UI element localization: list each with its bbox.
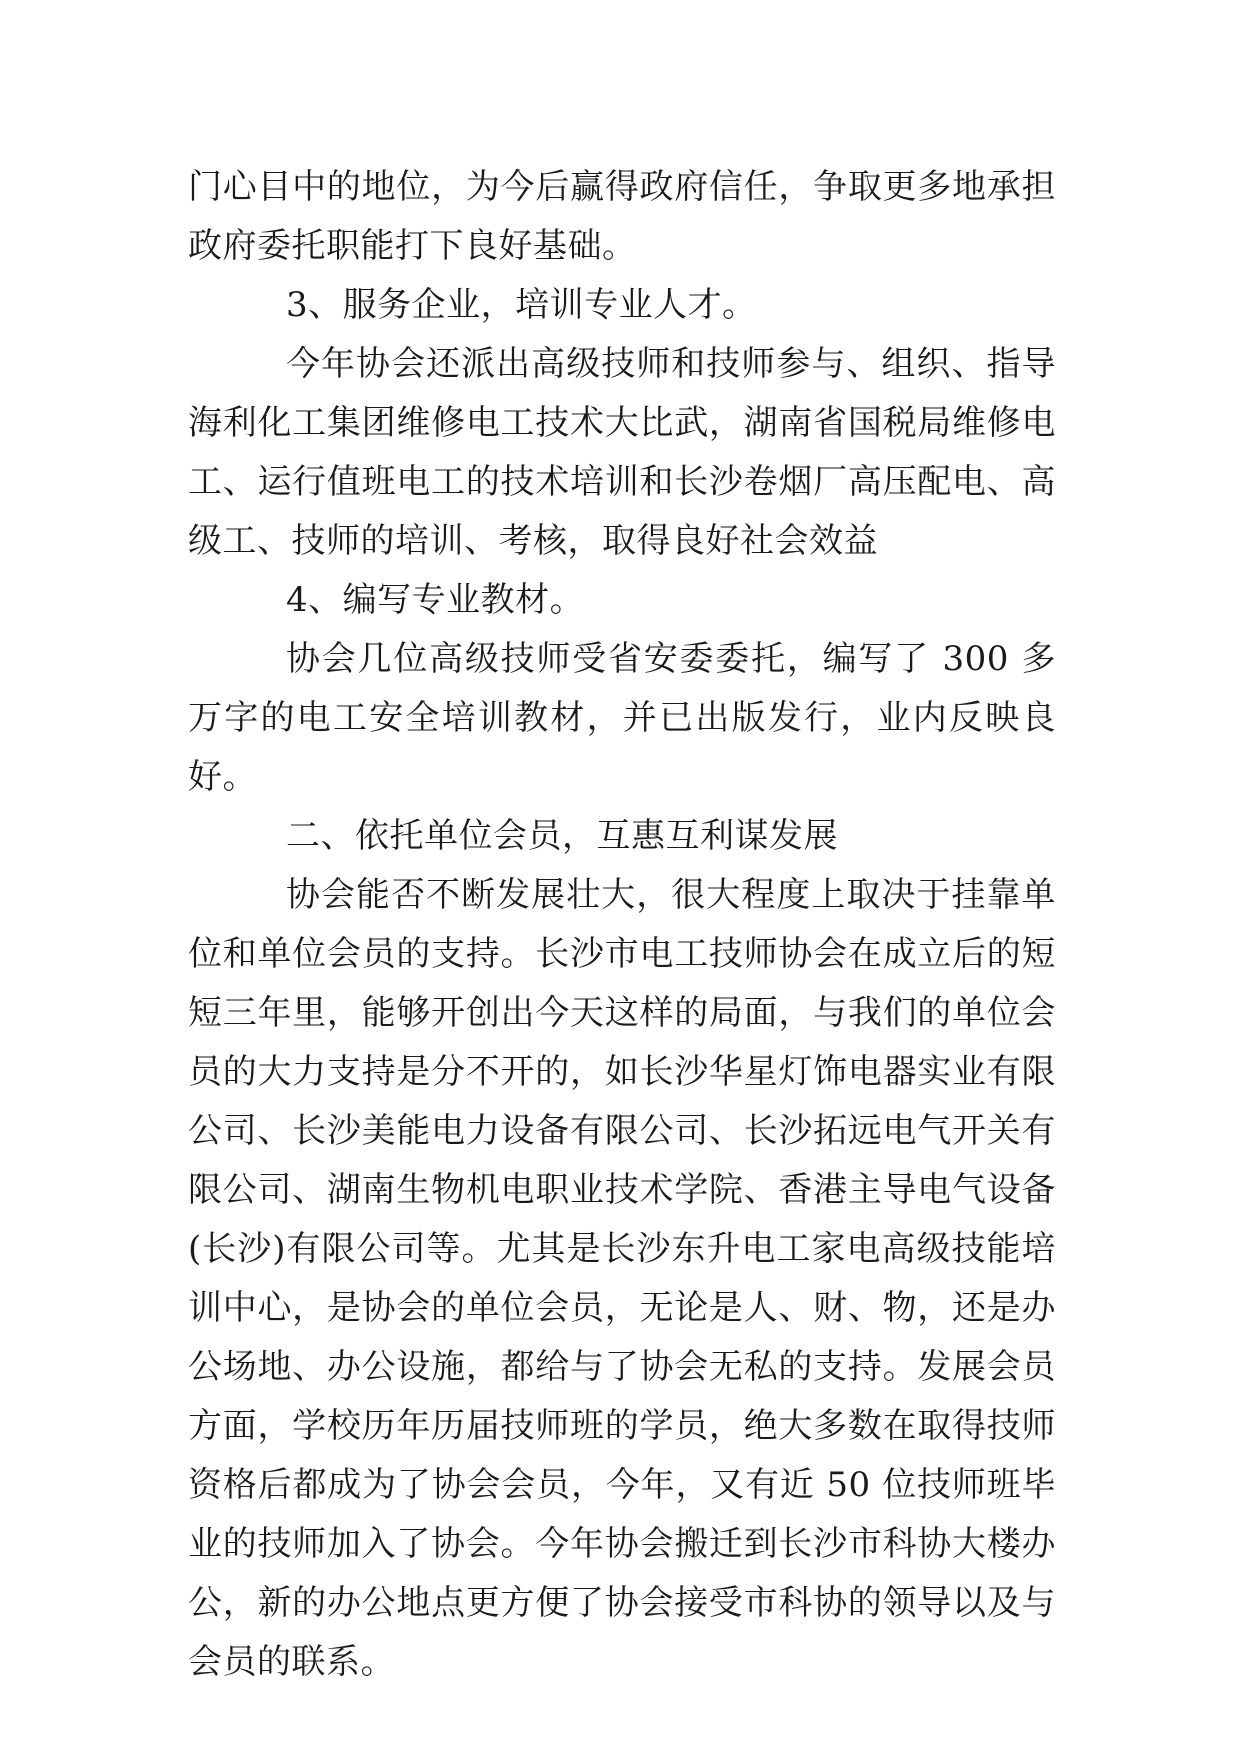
document-body (188, 158, 1056, 1692)
paragraph-textbooks: 协会几位高级技师受省安委委托，编写了 300 多万字的电工安全培训教材，并已出版发行，业内反映良好。 (188, 639, 1056, 797)
section-heading-textbooks: 4、编写专业教材。 (286, 580, 585, 620)
section-heading-service-training: 3、服务企业，培训专业人才。 (286, 285, 757, 325)
section-heading-member-units: 二、依托单位会员，互惠互利谋发展 (286, 816, 838, 856)
paragraph-continuation: 门心目中的地位，为今后赢得政府信任，争取更多地承担政府委托职能打下良好基础。 (188, 167, 1056, 266)
paragraph-training-activities: 今年协会还派出高级技师和技师参与、组织、指导海利化工集团维修电工技术大比武，湖南省国税局维修电工、运行值班电工的技术培训和长沙卷烟厂高压配电、高级工、技师的培训、考核，取得良好社会效益 (188, 344, 1056, 561)
paragraph-member-units: 协会能否不断发展壮大，很大程度上取决于挂靠单位和单位会员的支持。长沙市电工技师协会在成立后的短短三年里，能够开创出今天这样的局面，与我们的单位会员的大力支持是分不开的，如长沙华星灯饰电器实业有限公司、长沙美能电力设备有限公司、长沙拓远电气开关有限公司、湖南生物机电职业技术学院、香港主导电气设备(长沙)有限公司等。尤其是长沙东升电工家电高级技能培训中心，是协会的单位会员，无论是人、财、物，还是办公场地、办公设施，都给与了协会无私的支持。发展会员方面，学校历年历届技师班的学员，绝大多数在取得技师资格后都成为了协会会员，今年，又有近 50 位技师班毕业的技师加入了协会。今年协会搬迁到长沙市科协大楼办公，新的办公地点更方便了协会接受市科协的领导以及与会员的联系。 (188, 875, 1056, 1682)
